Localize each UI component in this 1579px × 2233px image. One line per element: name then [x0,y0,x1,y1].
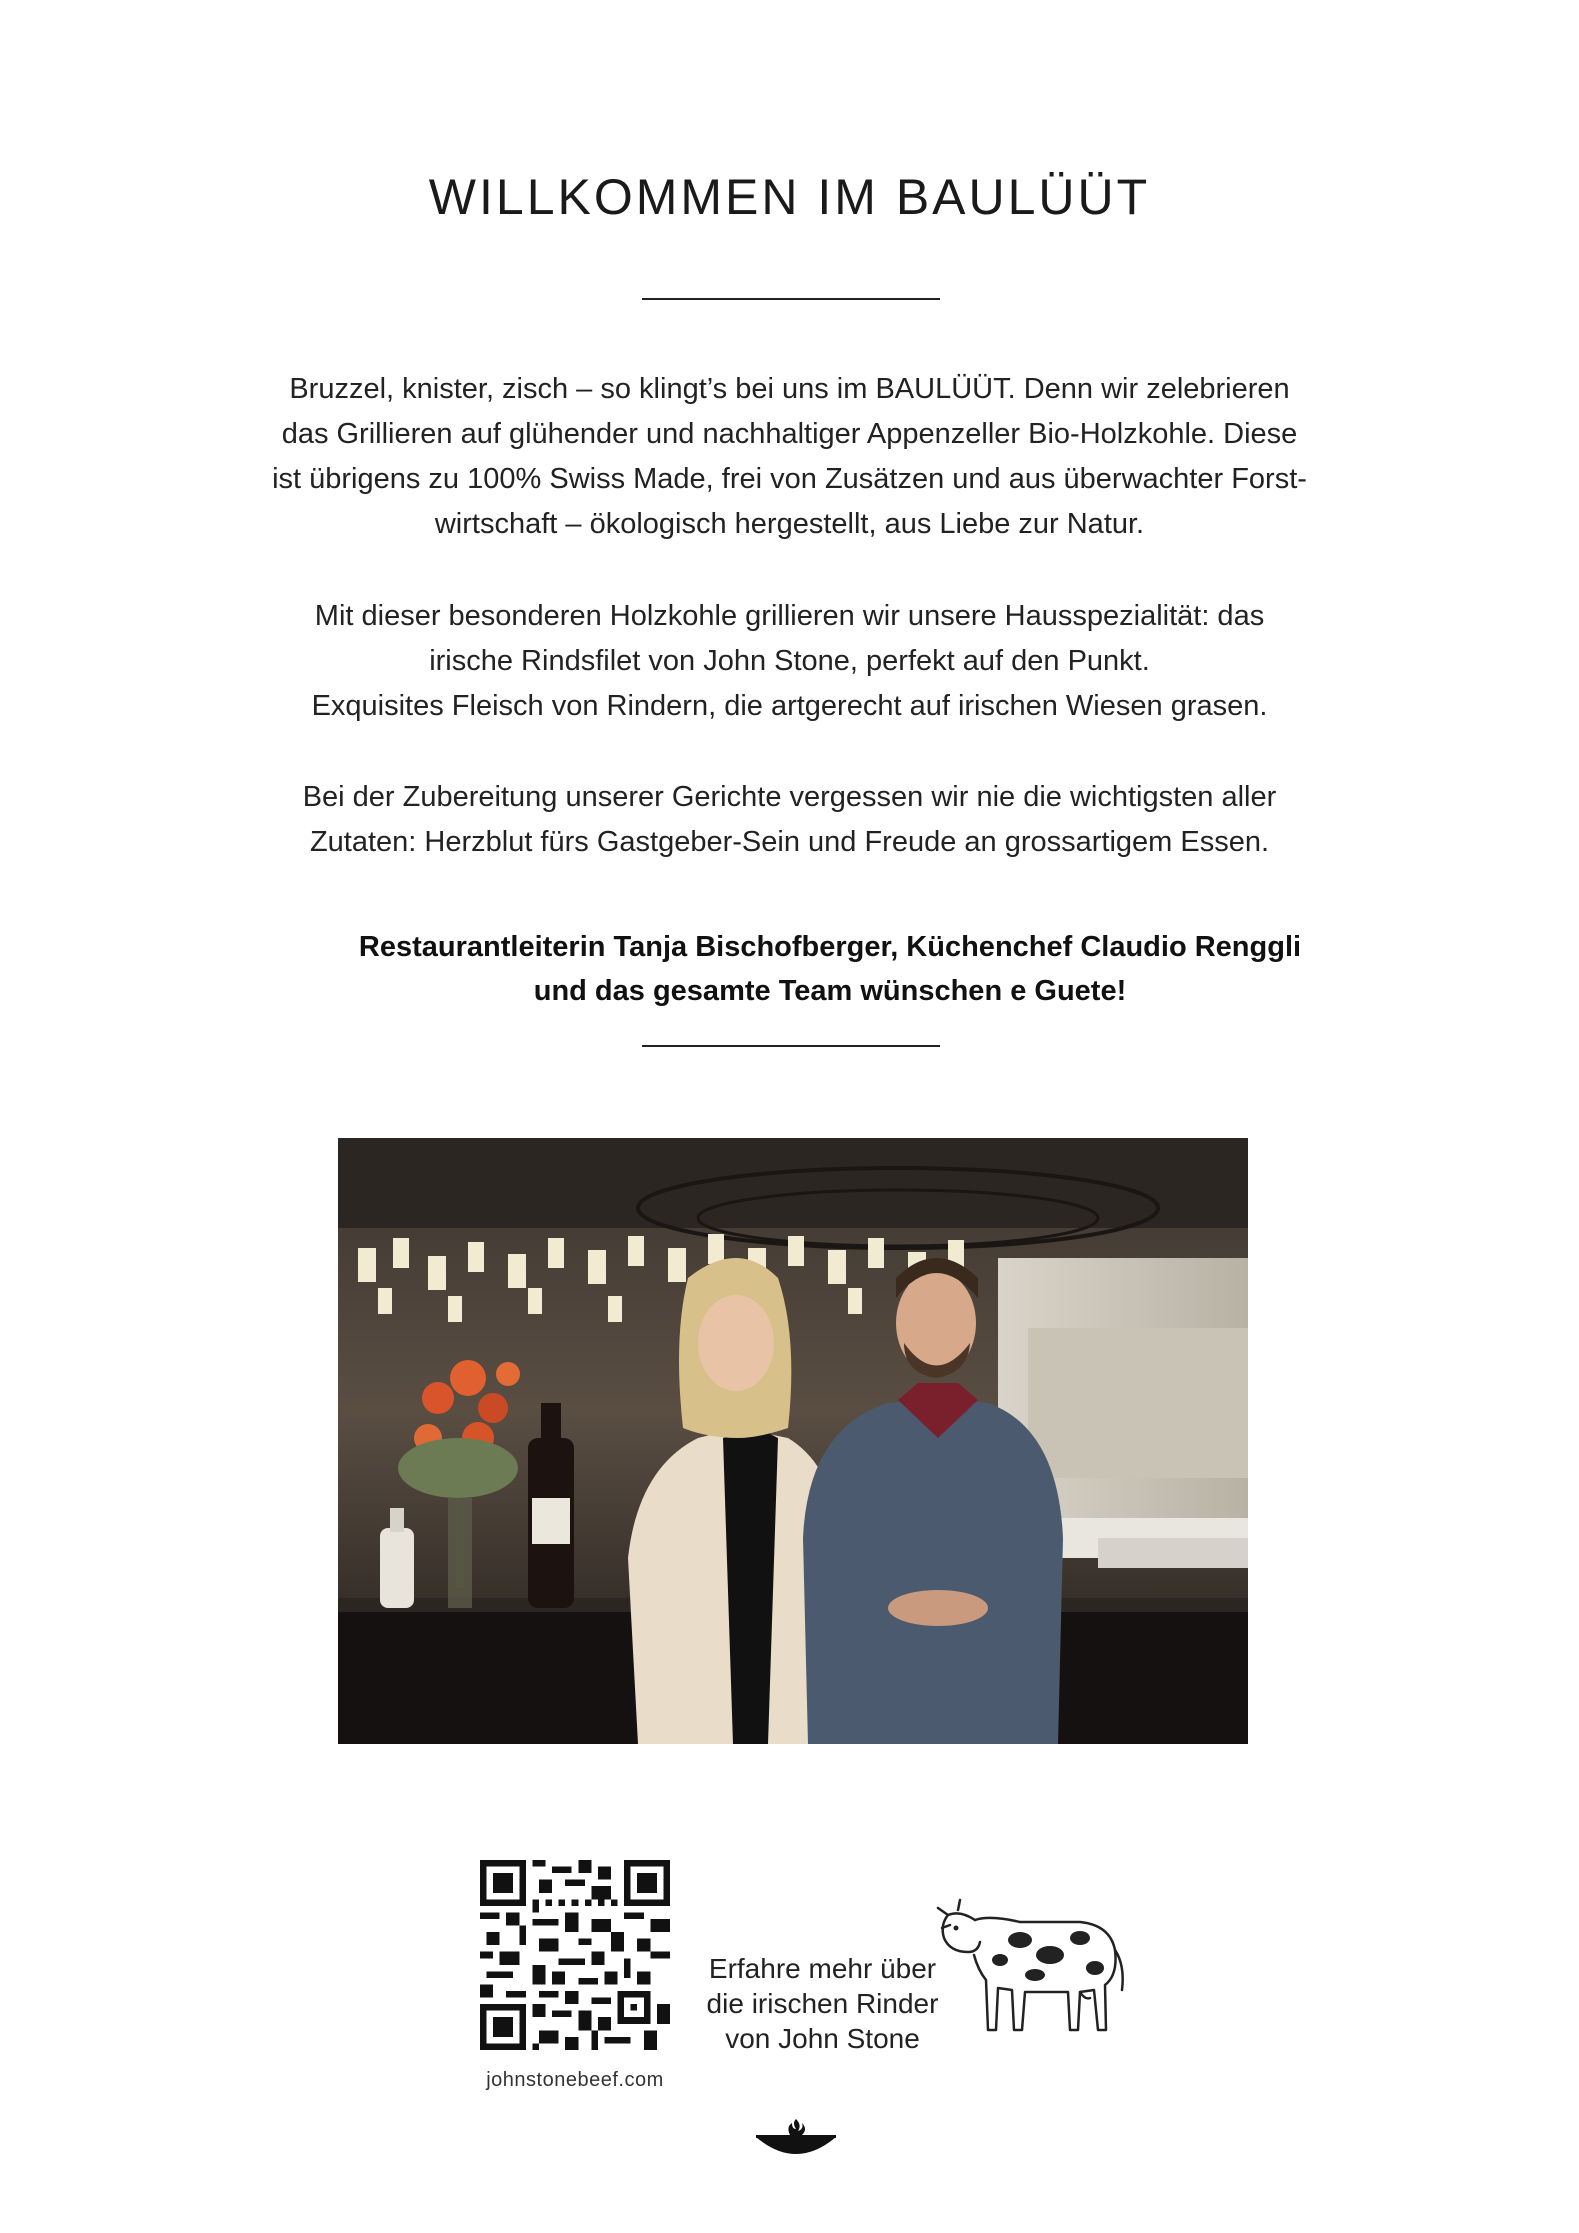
signoff-line: und das gesamte Team wünschen e Guete! [533,975,1127,1007]
intro-paragraph-2 [200,594,1379,729]
text-line: irische Rindsfilet von John Stone, perfekt auf den Punkt. [429,645,1150,677]
signoff [300,925,1360,1013]
intro-paragraph-1 [200,367,1379,547]
divider-bottom [642,1045,940,1047]
qr-url[interactable]: johnstonebeef.com [486,2069,664,2091]
flame-bowl-icon [752,2115,840,2163]
cta-line: von John Stone [725,2023,920,2054]
qr-code-icon[interactable] [480,1860,670,2050]
text-line: Mit dieser besonderen Holzkohle grillieren wir unsere Hausspezialität: das [314,600,1265,632]
text-line: wirtschaft – ökologisch hergestellt, aus Liebe zur Natur. [434,508,1145,540]
text-line: Bei der Zubereitung unserer Gerichte vergessen wir nie die wichtigsten aller [302,781,1277,813]
text-line: das Grillieren auf glühender und nachhaltiger Appenzeller Bio-Holzkohle. Diese [281,418,1298,450]
page-title: WILLKOMMEN IM BAULÜÜT [428,169,1151,225]
divider-top [642,298,940,300]
learn-more-text [690,1951,955,2056]
text-line: Exquisites Fleisch von Rindern, die artgerecht auf irischen Wiesen grasen. [311,690,1268,722]
cta-line: Erfahre mehr über [708,1953,937,1984]
text-line: Zutaten: Herzblut fürs Gastgeber-Sein und Freude an grossartigem Essen. [309,826,1270,858]
intro-paragraph-3 [200,775,1379,865]
signoff-line: Restaurantleiterin Tanja Bischofberger, Küchenchef Claudio Renggli [358,931,1302,963]
cta-line: die irischen Rinder [706,1988,939,2019]
text-line: Bruzzel, knister, zisch – so klingt’s bei uns im BAULÜÜT. Denn wir zelebrieren [289,373,1290,405]
cow-illustration-icon [930,1880,1130,2060]
team-photo [338,1138,1248,1744]
text-line: ist übrigens zu 100% Swiss Made, frei von Zusätzen und aus überwachter Forst- [272,463,1307,495]
